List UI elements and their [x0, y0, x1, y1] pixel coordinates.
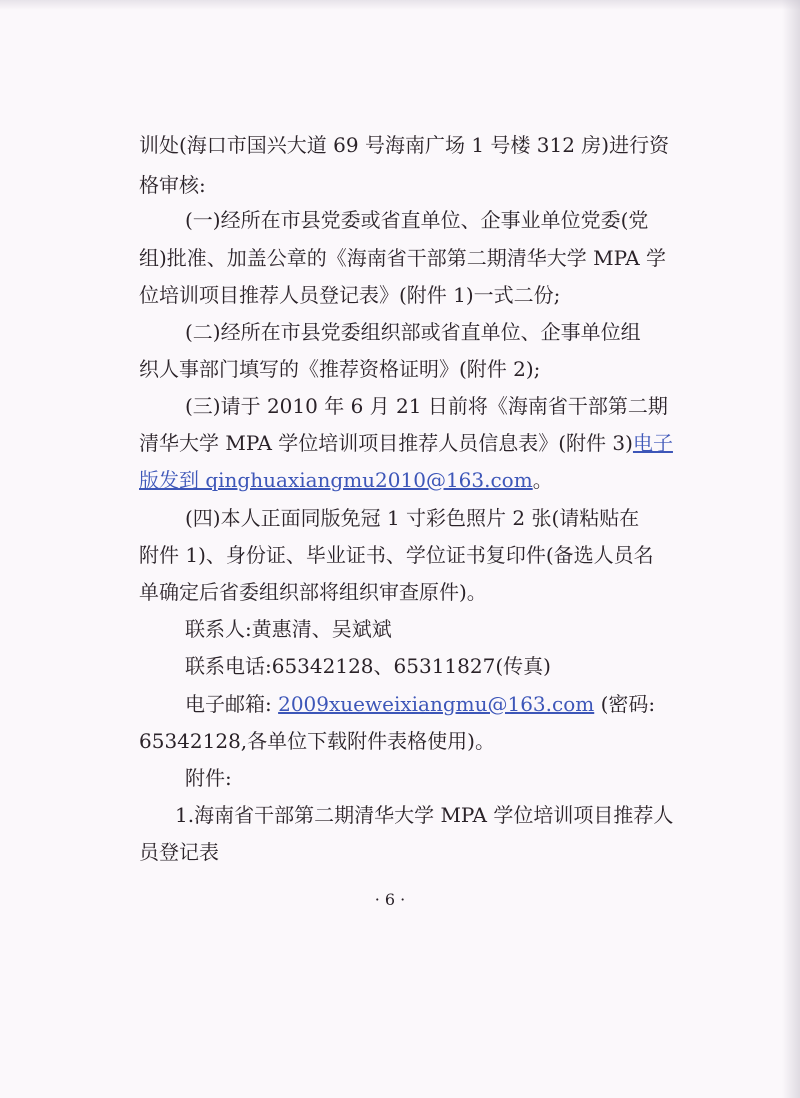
text-line: 组)批准、加盖公章的《海南省干部第二期清华大学 MPA 学: [139, 246, 667, 270]
text-line: (三)请于 2010 年 6 月 21 日前将《海南省干部第二期: [185, 394, 668, 418]
email-link[interactable]: 版发到 qinghuaxiangmu2010@163.com: [139, 468, 533, 492]
text-line: [139, 429, 673, 457]
contact-phone-line: 联系电话:65342128、65311827(传真): [185, 654, 551, 678]
scan-edge-shadow: [782, 0, 800, 1098]
scan-edge-top: [0, 0, 800, 10]
text-line: 训处(海口市国兴大道 69 号海南广场 1 号楼 312 房)进行资: [139, 133, 670, 157]
text-segment: 清华大学 MPA 学位培训项目推荐人员信息表》(附件 3): [139, 431, 633, 455]
email-label: 电子邮箱:: [185, 692, 272, 716]
email-line: [185, 690, 655, 718]
page-number: · 6 ·: [374, 890, 406, 909]
text-line: [139, 466, 553, 494]
text-line: 员登记表: [139, 840, 219, 864]
text-line: (二)经所在市县党委组织部或省直单位、企事单位组: [185, 320, 641, 344]
text-line: 附件 1)、身份证、毕业证书、学位证书复印件(备选人员名: [139, 543, 654, 567]
attachments-heading: 附件:: [185, 766, 232, 790]
text-line: (四)本人正面同版免冠 1 寸彩色照片 2 张(请粘贴在: [185, 506, 640, 530]
text-line: 格审核:: [139, 173, 206, 197]
text-segment: 。: [532, 468, 553, 492]
email-link-part[interactable]: 电子: [632, 431, 673, 455]
email-link[interactable]: 2009xueweixiangmu@163.com: [278, 692, 595, 716]
attachment-item: 1.海南省干部第二期清华大学 MPA 学位培训项目推荐人: [175, 803, 674, 827]
text-line: 织人事部门填写的《推荐资格证明》(附件 2);: [139, 357, 541, 381]
text-line: 65342128,各单位下载附件表格使用)。: [139, 729, 495, 753]
text-line: 位培训项目推荐人员登记表》(附件 1)一式二份;: [139, 283, 561, 307]
contact-person-line: 联系人:黄惠清、吴斌斌: [185, 617, 392, 641]
password-label: (密码:: [600, 692, 656, 716]
text-line: (一)经所在市县党委或省直单位、企事业单位党委(党: [185, 208, 649, 232]
text-line: 单确定后省委组织部将组织审查原件)。: [139, 580, 487, 604]
